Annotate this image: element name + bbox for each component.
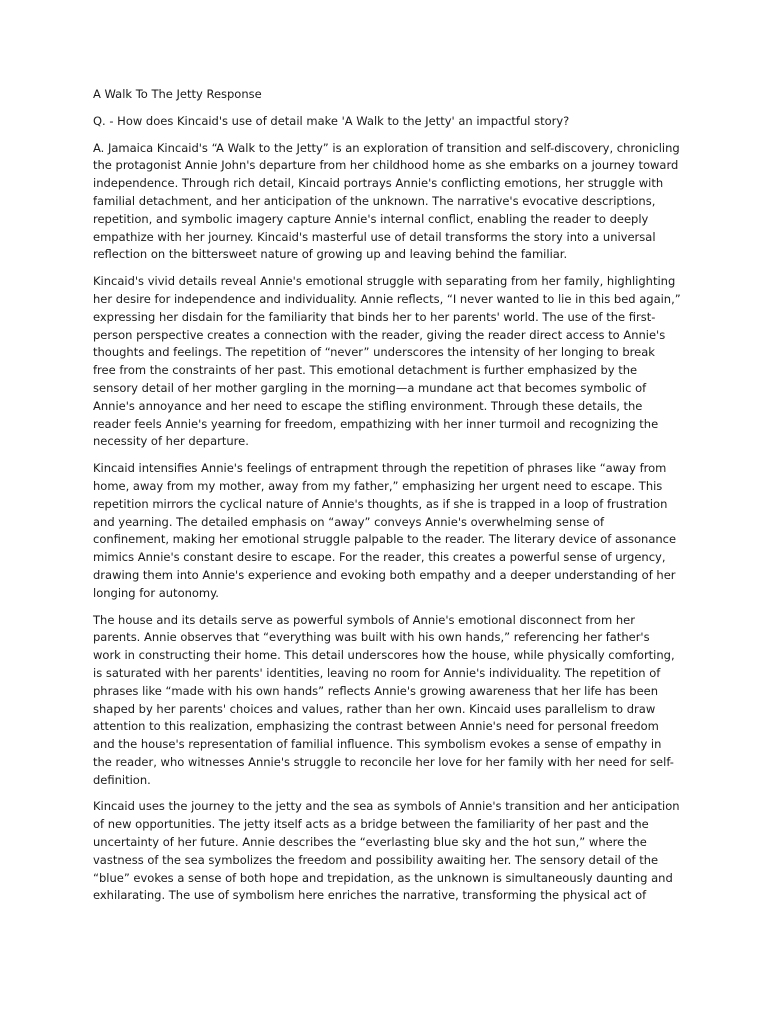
document-title: A Walk To The Jetty Response [93,87,262,101]
essay-question: Q. - How does Kincaid's use of detail make 'A Walk to the Jetty' an impactful story? [93,113,570,128]
paragraph-repetition: Kincaid intensifies Annie's feelings of entrapment through the repetition of phrases like “away from home, away from my mother, away from my father,” emphasizing her urgent need to escape. This repetition mirrors the cyclical nature of Annie's thoughts, as if she is trapped in a loop of frustration and yearning. The detailed emphasis on “away” conveys Annie's overwhelming sense of confinement, making her emotional struggle palpable to the reader. The literary device of assonance mimics Annie's constant desire to escape. For the reader, this creates a powerful sense of urgency, drawing them into Annie's experience and evoking both empathy and a deeper understanding of her longing for autonomy. [93,461,677,600]
paragraph-intro: A. Jamaica Kincaid's “A Walk to the Jetty” is an exploration of transition and self-discovery, chronicling the protagonist Annie John's departure from her childhood home as she embarks on a journey toward independence. Through rich detail, Kincaid portrays Annie's conflicting emotions, her struggle with familial detachment, and her anticipation of the unknown. The narrative's evocative descriptions, repetition, and symbolic imagery capture Annie's internal conflict, enabling the reader to deeply empathize with her journey. Kincaid's masterful use of detail transforms the story into a universal reflection on the bittersweet nature of growing up and leaving behind the familiar. [93,140,680,262]
paragraph-house-symbolism: The house and its details serve as powerful symbols of Annie's emotional disconnect from her parents. Annie observes that “everything was built with his own hands,” referencing her father's work in constructing their home. This detail underscores how the house, while physically comforting, is saturated with her parents' identities, leaving no room for Annie's individuality. The repetition of phrases like “made with his own hands” reflects Annie's growing awareness that her life has been shaped by her parents' choices and values, rather than her own. Kincaid uses parallelism to draw attention to this realization, emphasizing the contrast between Annie's need for personal freedom and the house's representation of familial influence. This symbolism evokes a sense of empathy in the reader, who witnesses Annie's struggle to reconcile her love for her family with her need for self-definition. [93,612,675,787]
paragraph-emotional-struggle: Kincaid's vivid details reveal Annie's emotional struggle with separating from her family, highlighting her desire for independence and individuality. Annie reflects, “I never wanted to lie in this bed again,” expressing her disdain for the familiarity that binds her to her parents' world. The use of the first-person perspective creates a connection with the reader, giving the reader direct access to Annie's thoughts and feelings. The repetition of “never” underscores the intensity of her longing to break free from the constraints of her past. This emotional detachment is further emphasized by the sensory detail of her mother gargling in the morning—a mundane act that becomes symbolic of Annie's annoyance and her need to escape the stifling environment. Through these details, the reader feels Annie's yearning for freedom, empathizing with her inner turmoil and recognizing the necessity of her departure. [93,274,681,449]
paragraph-jetty-symbolism: Kincaid uses the journey to the jetty and the sea as symbols of Annie's transition and her anticipation of new opportunities. The jetty itself acts as a bridge between the familiarity of her past and the uncertainty of her future. Annie describes the “everlasting blue sky and the hot sun,” where the vastness of the sea symbolizes the freedom and possibility awaiting her. The sensory detail of the “blue” evokes a sense of both hope and trepidation, as the unknown is simultaneously daunting and exhilarating. The use of symbolism here enriches the narrative, transforming the physical act of [93,799,680,903]
document-page [93,86,681,914]
